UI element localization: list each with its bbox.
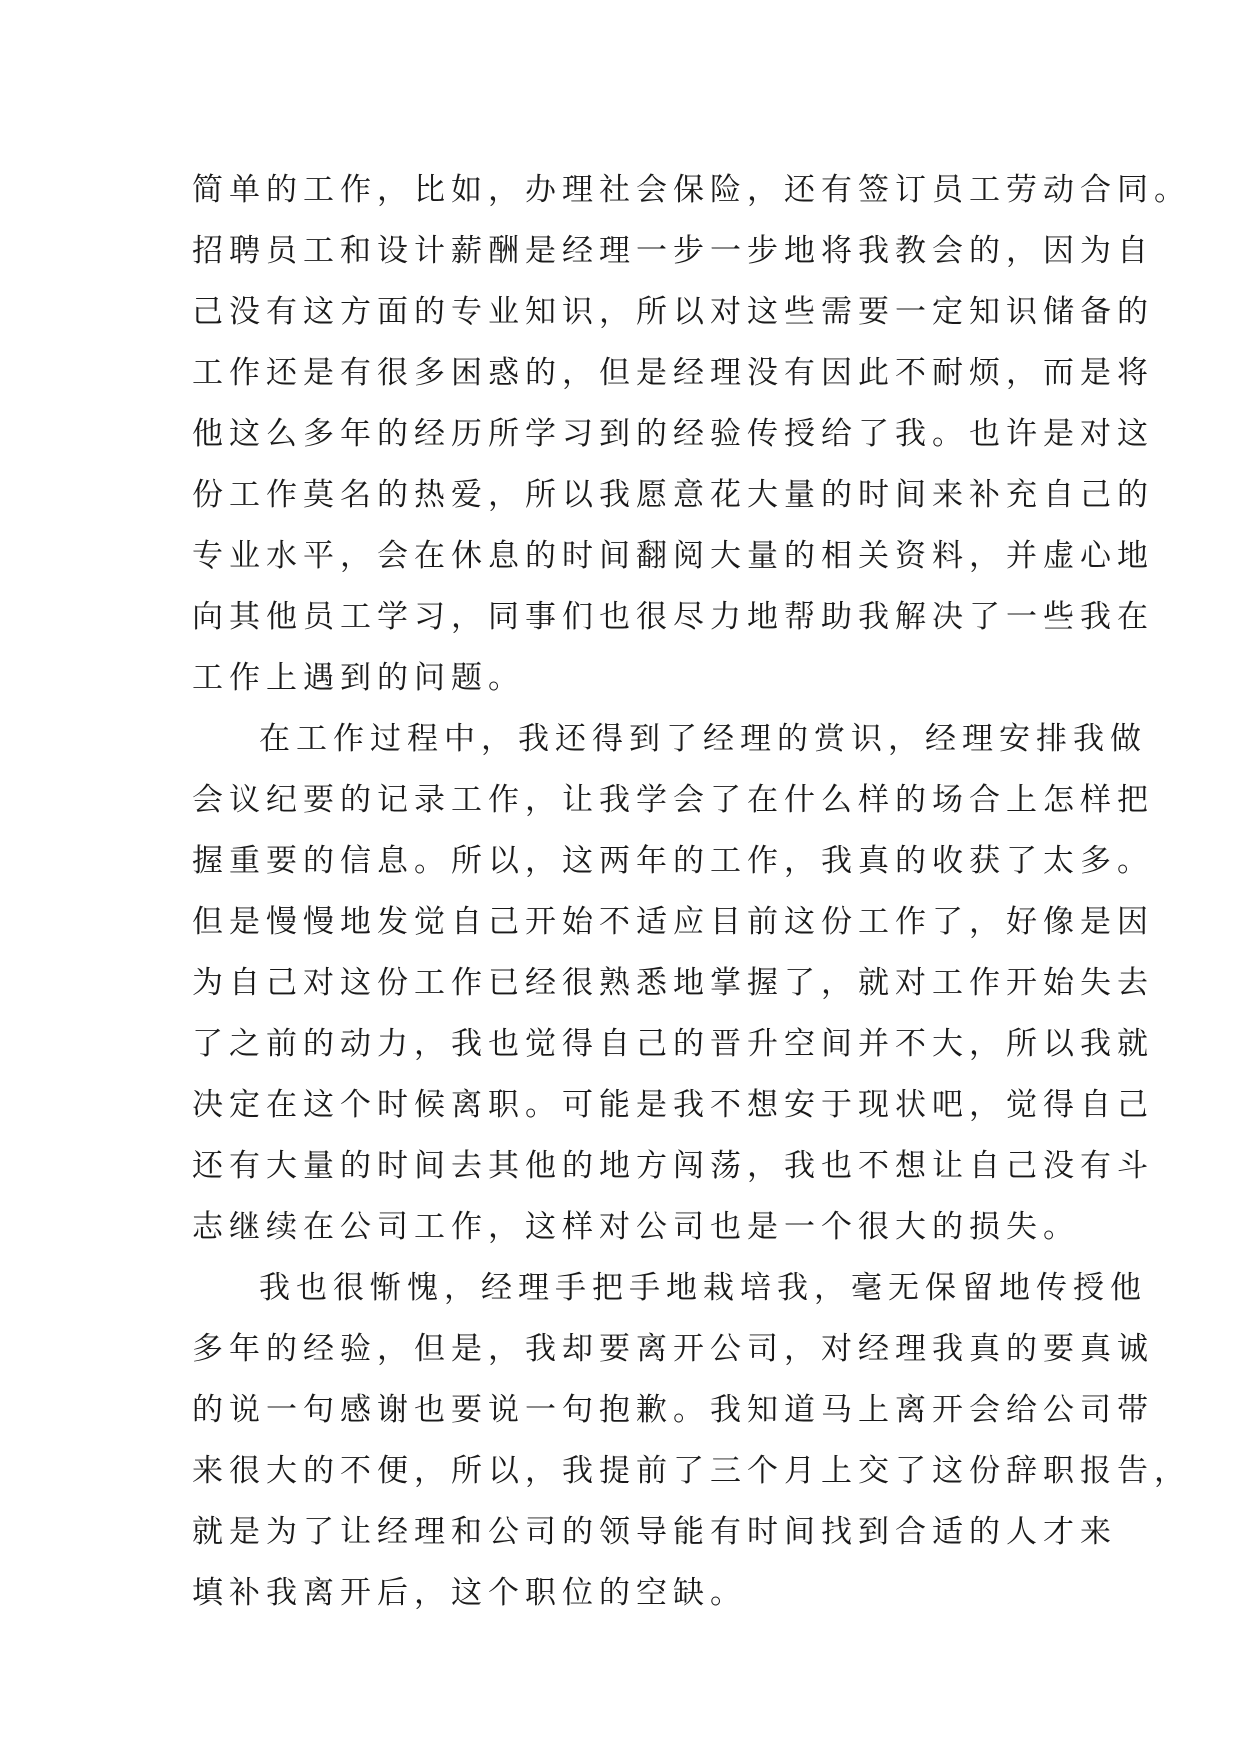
text-line: 向其他员工学习，同事们也很尽力地帮助我解决了一些我在 [192, 599, 1154, 635]
text-line: 就是为了让经理和公司的领导能有时间找到合适的人才来 [192, 1514, 1117, 1550]
text-line: 招聘员工和设计薪酬是经理一步一步地将我教会的，因为自 [192, 233, 1154, 269]
text-line: 来很大的不便，所以，我提前了三个月上交了这份辞职报告， [192, 1453, 1191, 1489]
text-line: 专业水平，会在休息的时间翻阅大量的相关资料，并虚心地 [192, 538, 1154, 574]
paragraph-first-line: 在工作过程中，我还得到了经理的赏识，经理安排我做 [259, 721, 1147, 757]
text-line: 多年的经验，但是，我却要离开公司，对经理我真的要真诚 [192, 1331, 1154, 1367]
text-line: 握重要的信息。所以，这两年的工作，我真的收获了太多。 [192, 843, 1154, 879]
text-line: 工作还是有很多困惑的，但是经理没有因此不耐烦，而是将 [192, 355, 1154, 391]
text-line: 还有大量的时间去其他的地方闯荡，我也不想让自己没有斗 [192, 1148, 1154, 1184]
text-line: 的说一句感谢也要说一句抱歉。我知道马上离开会给公司带 [192, 1392, 1154, 1428]
document-body [192, 160, 1191, 1624]
text-line: 简单的工作，比如，办理社会保险，还有签订员工劳动合同。 [192, 172, 1191, 208]
text-line: 为自己对这份工作已经很熟悉地掌握了，就对工作开始失去 [192, 965, 1154, 1001]
paragraph-first-line: 我也很惭愧，经理手把手地栽培我，毫无保留地传授他 [259, 1270, 1147, 1306]
text-line: 会议纪要的记录工作，让我学会了在什么样的场合上怎样把 [192, 782, 1154, 818]
text-line: 填补我离开后，这个职位的空缺。 [192, 1575, 747, 1611]
text-line: 他这么多年的经历所学习到的经验传授给了我。也许是对这 [192, 416, 1154, 452]
text-line: 了之前的动力，我也觉得自己的晋升空间并不大，所以我就 [192, 1026, 1154, 1062]
text-line: 己没有这方面的专业知识，所以对这些需要一定知识储备的 [192, 294, 1154, 330]
text-line: 决定在这个时候离职。可能是我不想安于现状吧，觉得自己 [192, 1087, 1154, 1123]
text-line: 份工作莫名的热爱，所以我愿意花大量的时间来补充自己的 [192, 477, 1154, 513]
text-line: 工作上遇到的问题。 [192, 660, 525, 696]
text-line: 但是慢慢地发觉自己开始不适应目前这份工作了，好像是因 [192, 904, 1154, 940]
text-line: 志继续在公司工作，这样对公司也是一个很大的损失。 [192, 1209, 1080, 1245]
